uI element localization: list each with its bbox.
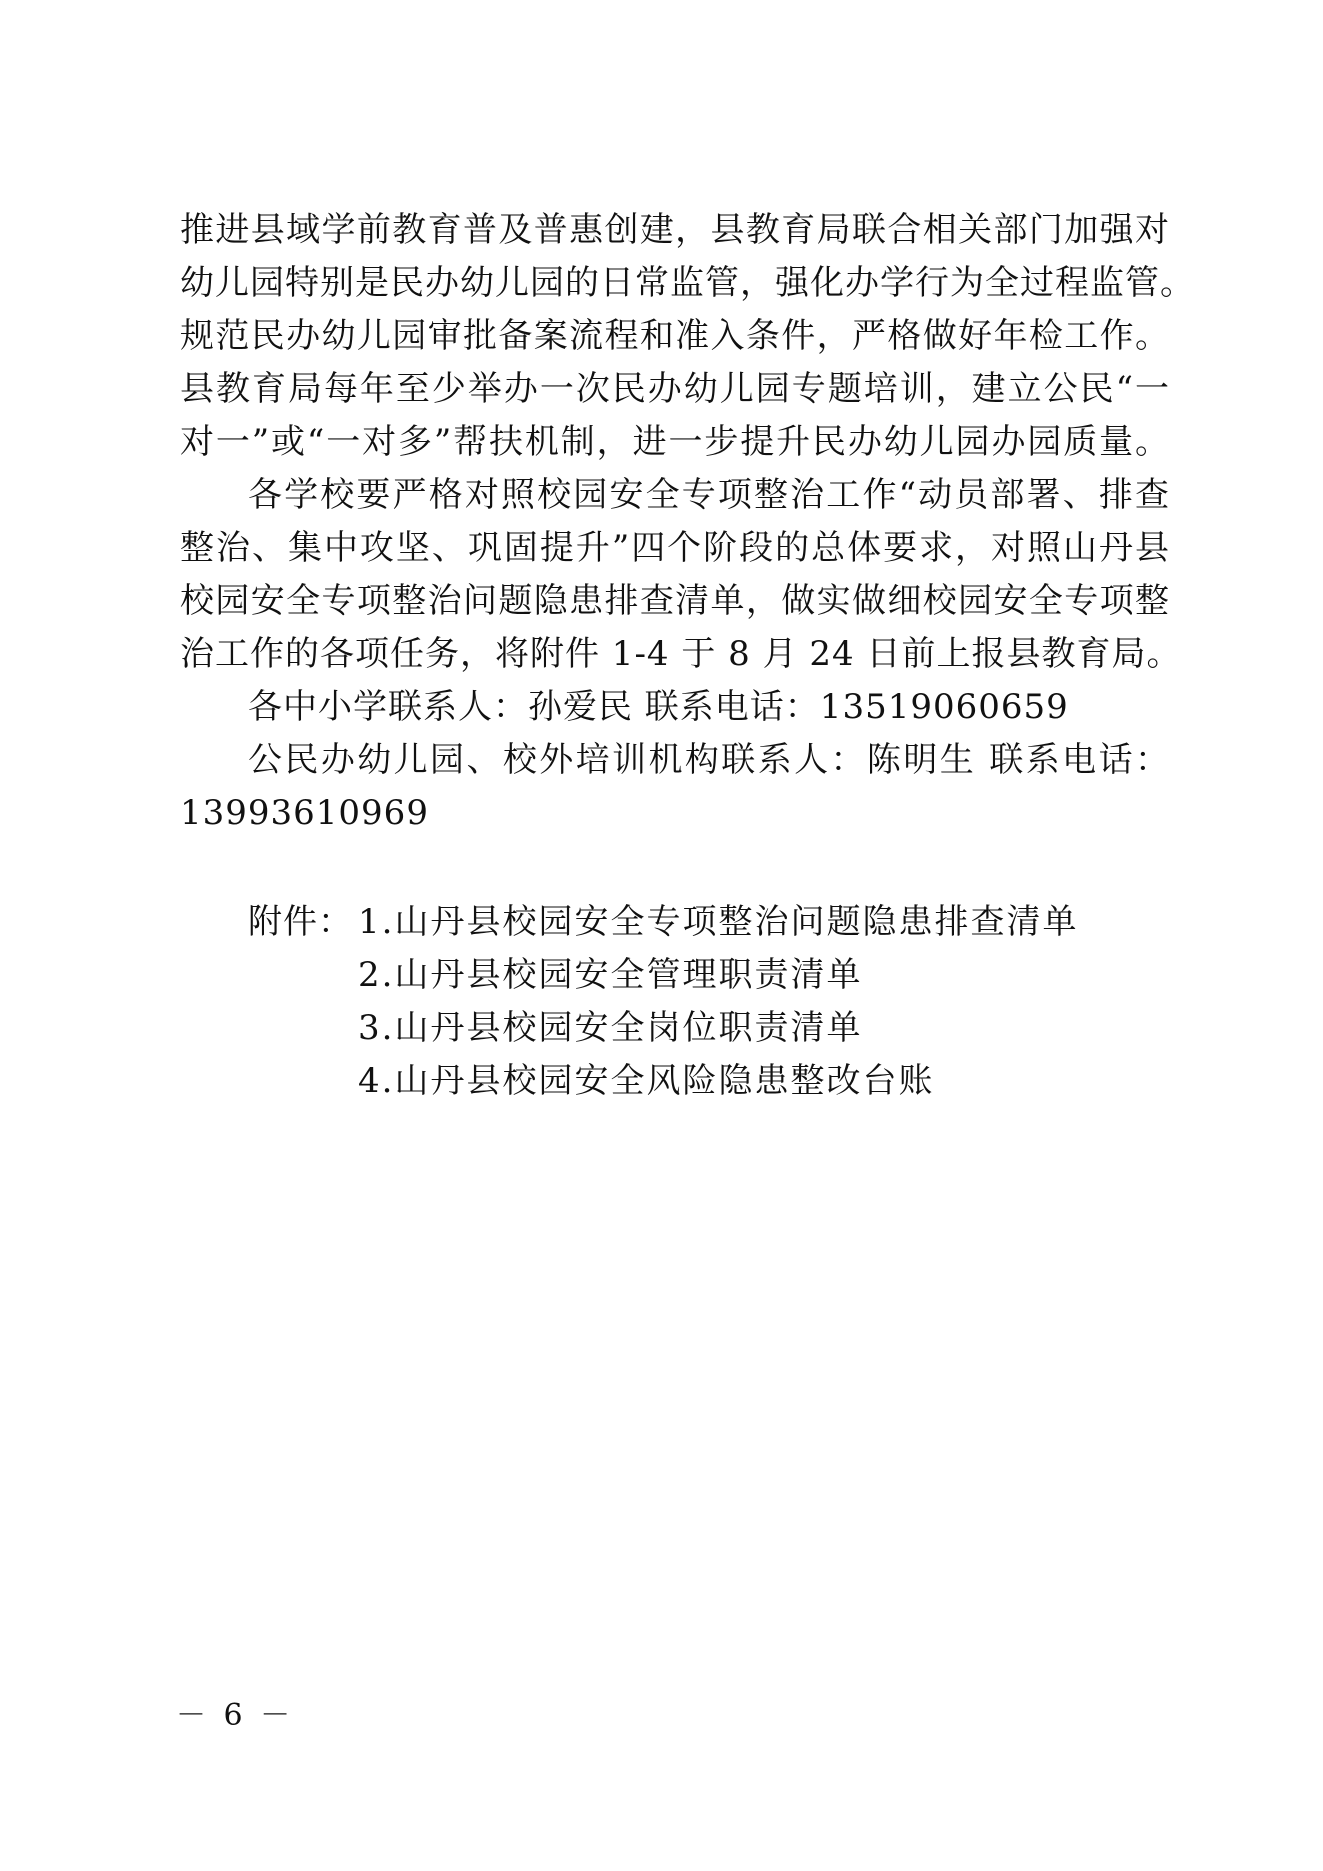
paragraph-1-line-3: 规范民办幼儿园审批备案流程和准入条件，严格做好年检工作。 (180, 316, 1170, 356)
paragraph-1-line-2: 幼儿园特别是民办幼儿园的日常监管，强化办学行为全过程监管。 (180, 263, 1195, 303)
paragraph-2-line-1: 各学校要严格对照校园安全专项整治工作“动员部署、排查 (248, 475, 1170, 515)
paragraph-2-line-3: 校园安全专项整治问题隐患排查清单，做实做细校园安全专项整 (180, 581, 1170, 621)
attachment-item-4: 4.山丹县校园安全风险隐患整改台账 (358, 1061, 935, 1101)
paragraph-2-line-2: 整治、集中攻坚、巩固提升”四个阶段的总体要求，对照山丹县 (180, 528, 1170, 568)
paragraph-1-line-5: 对一”或“一对多”帮扶机制，进一步提升民办幼儿园办园质量。 (180, 422, 1170, 462)
attachment-item-2: 2.山丹县校园安全管理职责清单 (358, 955, 863, 995)
attachment-item-1: 1.山丹县校园安全专项整治问题隐患排查清单 (358, 902, 1079, 942)
paragraph-2-line-4: 治工作的各项任务，将附件 1-4 于 8 月 24 日前上报县教育局。 (180, 634, 1182, 674)
attachments-label: 附件： (248, 902, 353, 942)
school-contact-line: 各中小学联系人：孙爱民 联系电话：13519060659 (248, 687, 1069, 727)
paragraph-1-line-1: 推进县域学前教育普及普惠创建，县教育局联合相关部门加强对 (180, 210, 1170, 250)
paragraph-1-line-4: 县教育局每年至少举办一次民办幼儿园专题培训，建立公民“一 (180, 369, 1170, 409)
kindergarten-contact-phone: 13993610969 (180, 793, 429, 833)
attachment-item-3: 3.山丹县校园安全岗位职责清单 (358, 1008, 863, 1048)
page-number: － 6 － (176, 1698, 295, 1733)
kindergarten-contact-line: 公民办幼儿园、校外培训机构联系人：陈明生 联系电话： (248, 740, 1170, 780)
